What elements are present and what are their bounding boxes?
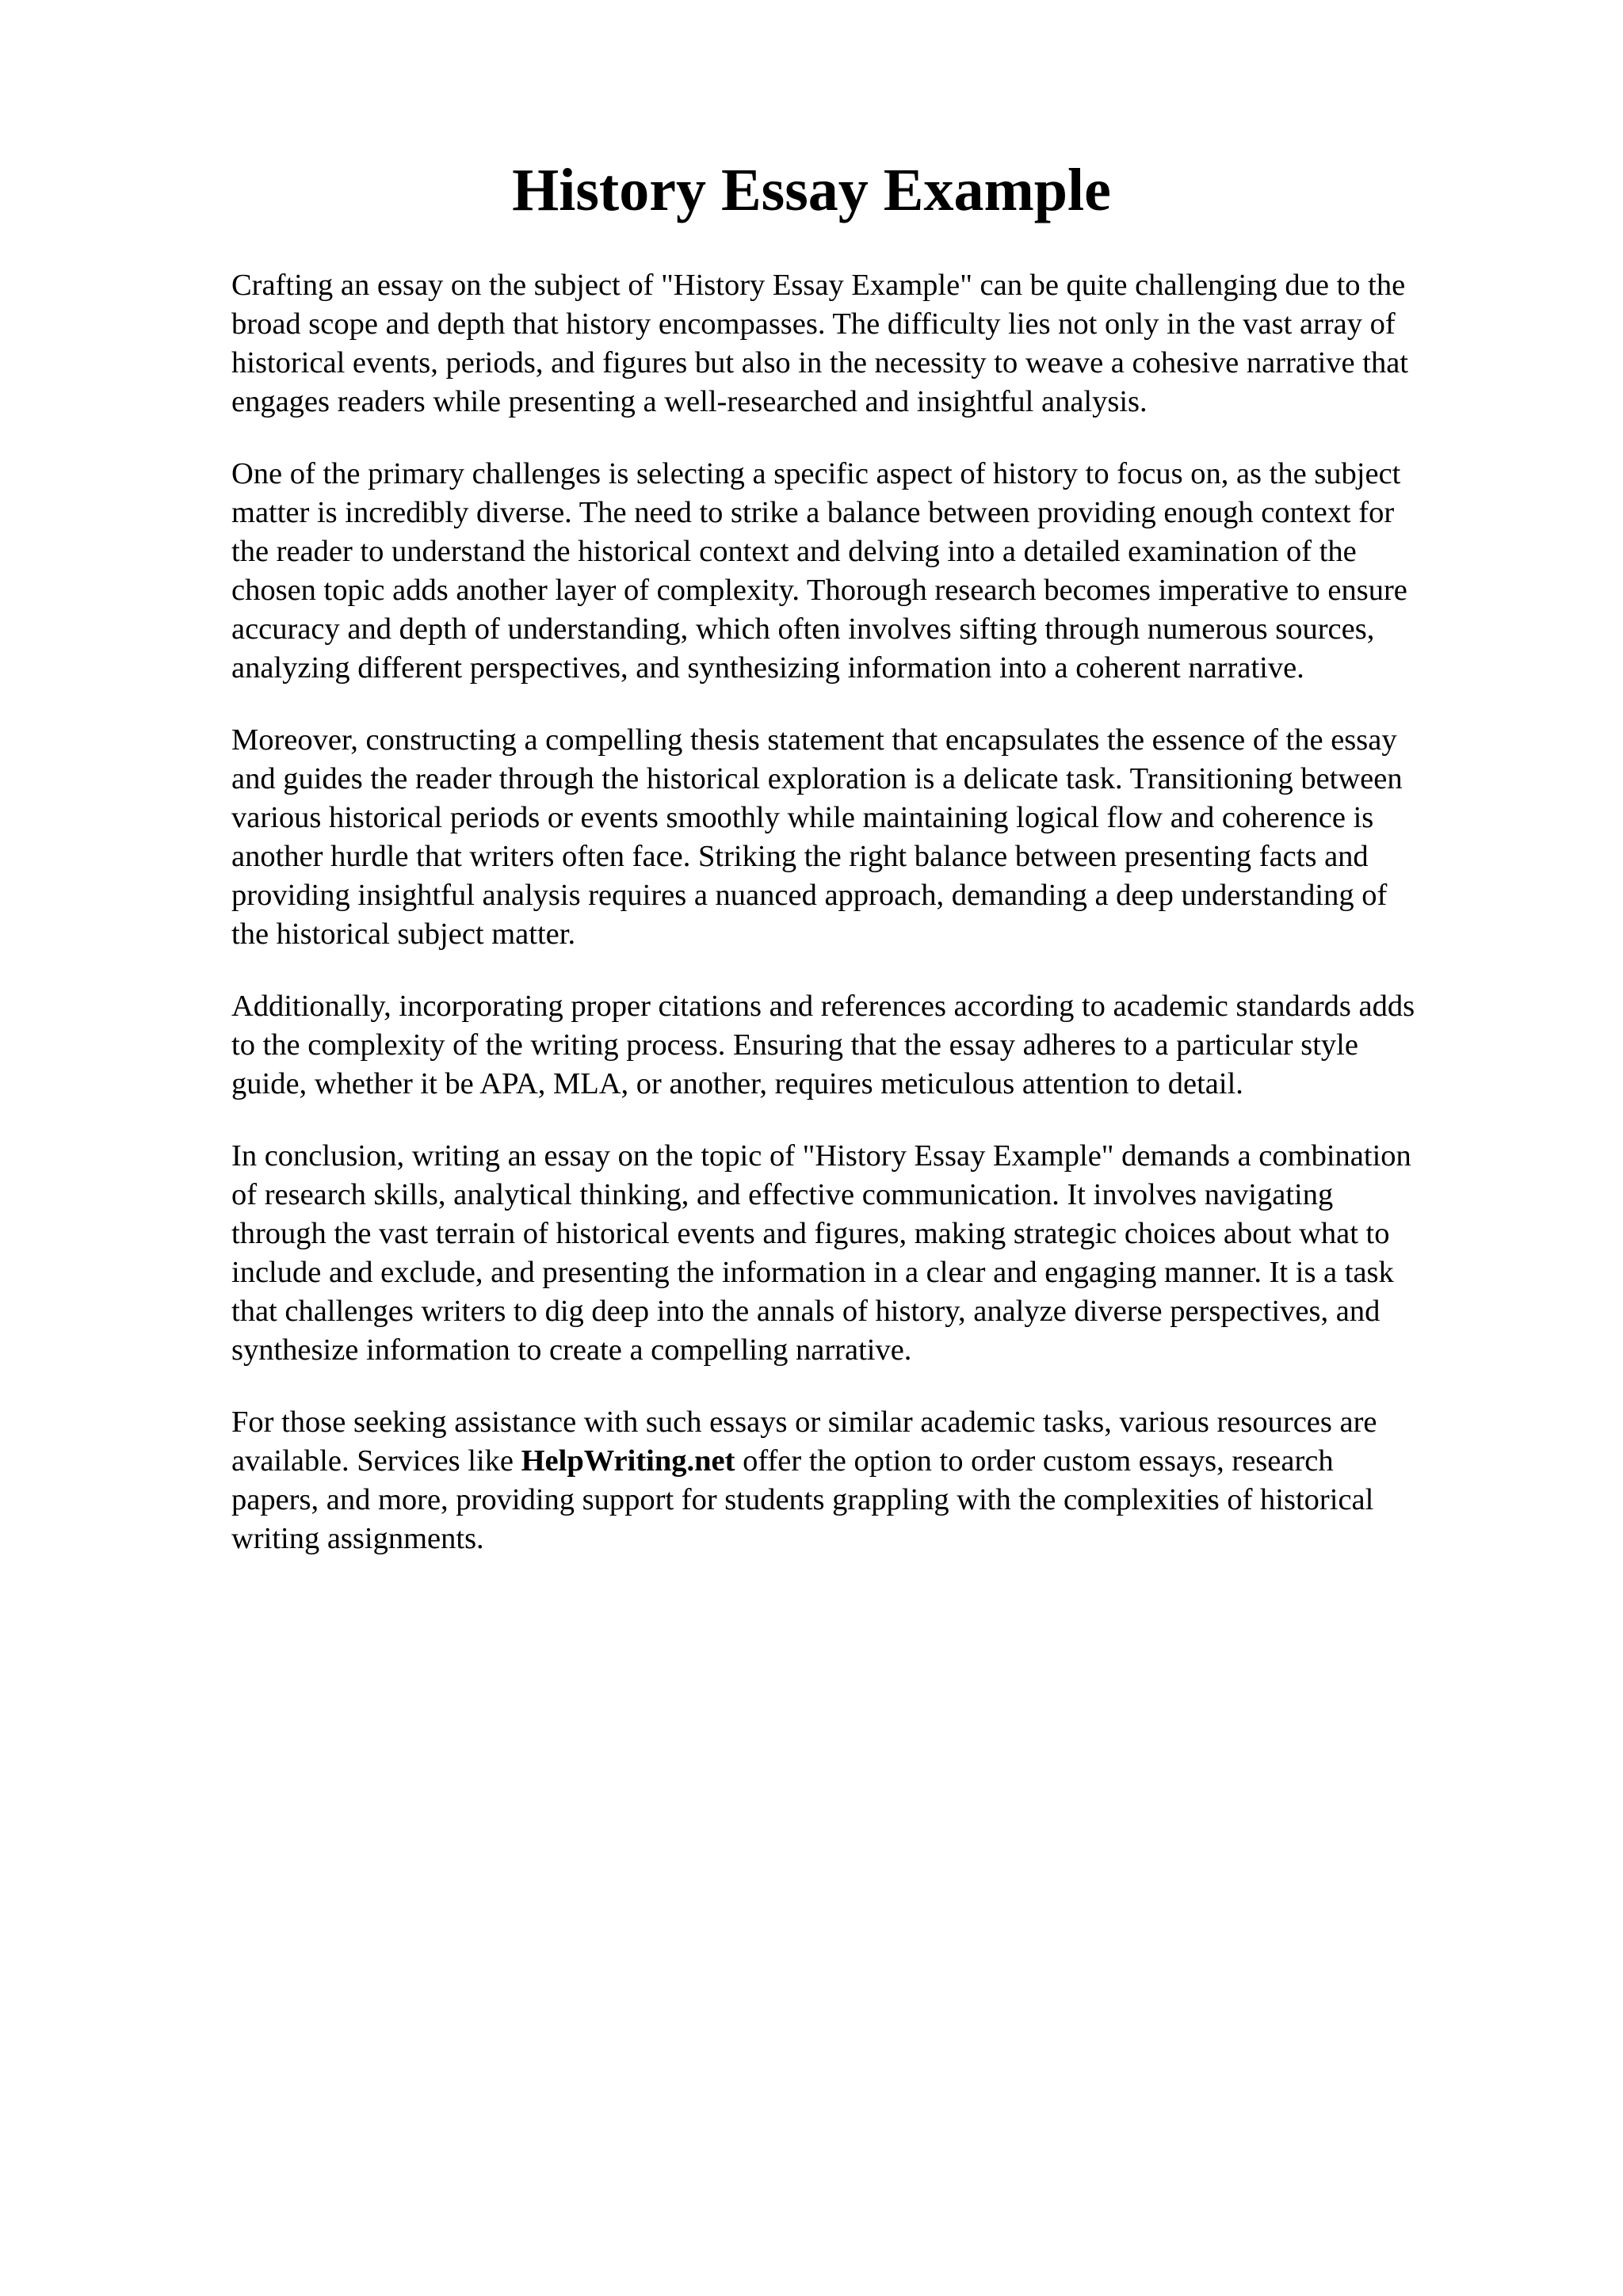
- paragraph-5: [231, 1137, 1512, 1370]
- text-line: synthesize information to create a compelling narrative.: [231, 1333, 912, 1367]
- page-title: History Essay Example: [512, 157, 1111, 223]
- text-line: In conclusion, writing an essay on the topic of "History Essay Example" demands a combination: [231, 1139, 1411, 1173]
- text-line: through the vast terrain of historical events and figures, making strategic choices about what to: [231, 1217, 1390, 1250]
- text-line: that challenges writers to dig deep into the annals of history, analyze diverse perspectives, and: [231, 1295, 1381, 1328]
- text-line: For those seeking assistance with such essays or similar academic tasks, various resources are: [231, 1405, 1377, 1439]
- text-fragment: offer the option to order custom essays, research: [735, 1444, 1334, 1478]
- text-line: of research skills, analytical thinking, and effective communication. It involves navigating: [231, 1178, 1334, 1211]
- text-line: include and exclude, and presenting the information in a clear and engaging manner. It is a task: [231, 1256, 1394, 1289]
- text-line: chosen topic adds another layer of complexity. Thorough research becomes imperative to ensure: [231, 574, 1407, 607]
- text-line: papers, and more, providing support for students grappling with the complexities of historical: [231, 1483, 1374, 1516]
- text-line: and guides the reader through the historical exploration is a delicate task. Transitioning between: [231, 762, 1403, 795]
- text-line: [231, 1442, 1512, 1481]
- helpwriting-link[interactable]: HelpWriting.net: [521, 1444, 735, 1478]
- paragraph-6: [231, 1403, 1512, 1558]
- text-line: One of the primary challenges is selecting a specific aspect of history to focus on, as the subject: [231, 457, 1401, 490]
- text-line: engages readers while presenting a well-researched and insightful analysis.: [231, 385, 1148, 418]
- text-line: accuracy and depth of understanding, which often involves sifting through numerous sources,: [231, 612, 1375, 646]
- paragraph-2: [231, 455, 1512, 688]
- text-line: the historical subject matter.: [231, 917, 576, 951]
- text-line: matter is incredibly diverse. The need to strike a balance between providing enough context for: [231, 496, 1395, 529]
- paragraph-1: [231, 266, 1512, 421]
- text-line: Moreover, constructing a compelling thesis statement that encapsulates the essence of the essay: [231, 723, 1397, 757]
- text-line: historical events, periods, and figures but also in the necessity to weave a cohesive narrative that: [231, 346, 1408, 379]
- text-line: providing insightful analysis requires a nuanced approach, demanding a deep understanding of: [231, 879, 1388, 912]
- text-line: the reader to understand the historical context and delving into a detailed examination of the: [231, 535, 1357, 568]
- paragraph-3: [231, 721, 1512, 954]
- text-line: Crafting an essay on the subject of "History Essay Example" can be quite challenging due to the: [231, 269, 1406, 302]
- text-line: guide, whether it be APA, MLA, or another, requires meticulous attention to detail.: [231, 1067, 1243, 1100]
- text-line: analyzing different perspectives, and synthesizing information into a coherent narrative.: [231, 651, 1304, 685]
- paragraph-4: [231, 987, 1512, 1104]
- text-line: Additionally, incorporating proper citations and references according to academic standards adds: [231, 990, 1415, 1023]
- text-line: to the complexity of the writing process. Ensuring that the essay adheres to a particular style: [231, 1028, 1358, 1062]
- text-fragment: available. Services like: [231, 1444, 521, 1478]
- text-line: various historical periods or events smoothly while maintaining logical flow and coherence is: [231, 801, 1374, 834]
- text-line: broad scope and depth that history encompasses. The difficulty lies not only in the vast array of: [231, 307, 1396, 341]
- essay-body: [231, 266, 1512, 1592]
- text-line: writing assignments.: [231, 1522, 484, 1555]
- text-line: another hurdle that writers often face. Striking the right balance between presenting facts and: [231, 840, 1369, 873]
